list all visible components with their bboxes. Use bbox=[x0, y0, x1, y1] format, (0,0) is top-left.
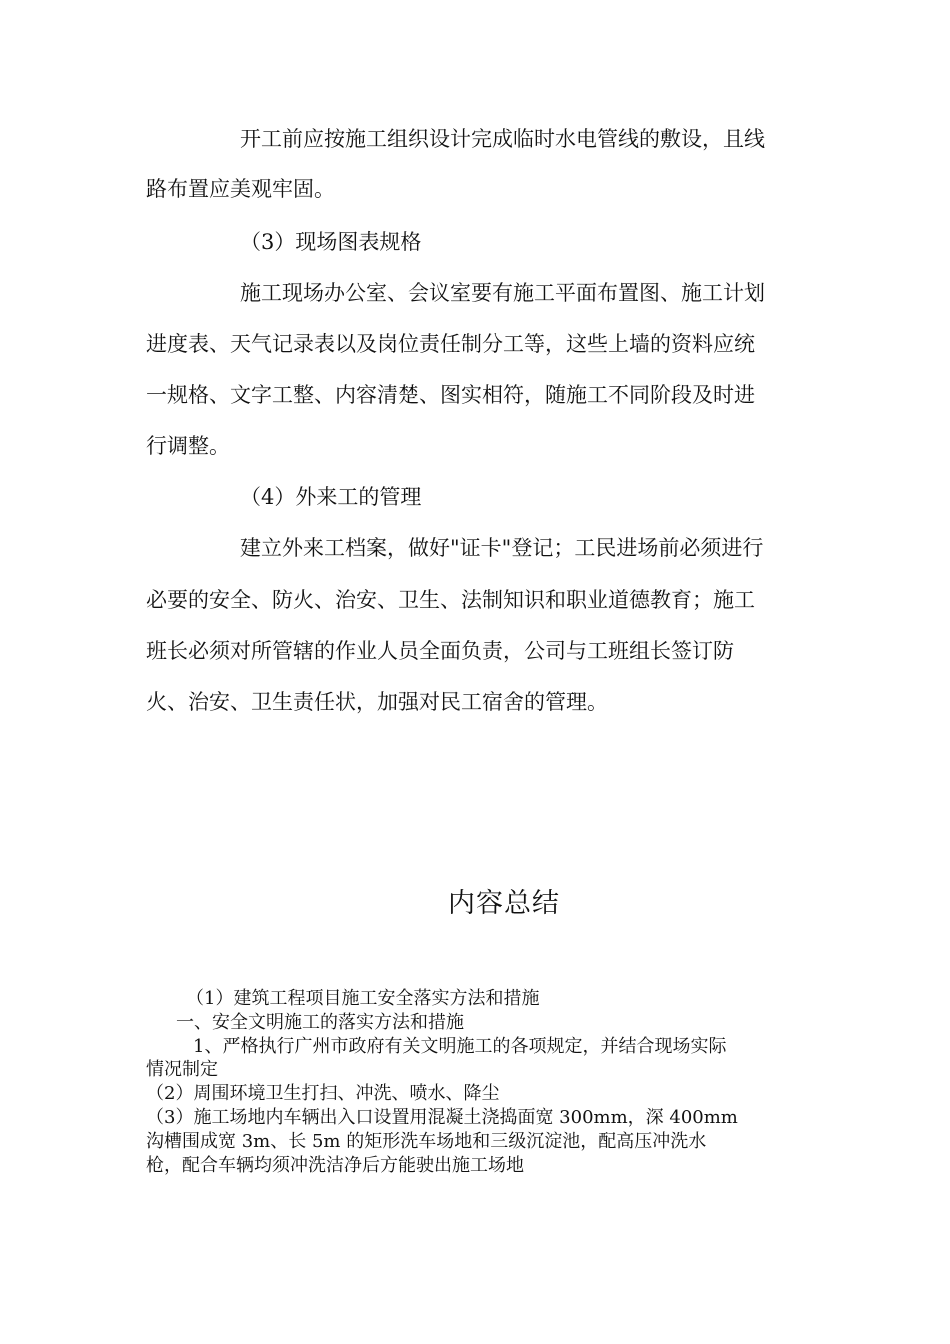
text-line: 建立外来工档案，做好"证卡"登记；工民进场前必须进行 bbox=[240, 536, 764, 560]
text-line: 行调整。 bbox=[146, 434, 230, 458]
summary-line: 枪，配合车辆均须冲洗洁净后方能驶出施工场地 bbox=[146, 1155, 524, 1176]
text-line: 火、治安、卫生责任状，加强对民工宿舍的管理。 bbox=[146, 690, 608, 714]
summary-line: （2）周围环境卫生打扫、冲洗、喷水、降尘 bbox=[146, 1083, 500, 1104]
text-line: 班长必须对所管辖的作业人员全面负责，公司与工班组长签订防 bbox=[146, 639, 734, 663]
summary-line: 1、严格执行广州市政府有关文明施工的各项规定，并结合现场实际 bbox=[193, 1036, 727, 1057]
text-line: 进度表、天气记录表以及岗位责任制分工等，这些上墙的资料应统 bbox=[146, 332, 755, 356]
summary-line: 一、安全文明施工的落实方法和措施 bbox=[176, 1012, 464, 1033]
summary-title: 内容总结 bbox=[448, 888, 560, 919]
text-line: 路布置应美观牢固。 bbox=[146, 177, 335, 201]
summary-line: 情况制定 bbox=[146, 1059, 218, 1080]
text-line: 开工前应按施工组织设计完成临时水电管线的敷设，且线 bbox=[240, 127, 765, 151]
summary-line: （3）施工场地内车辆出入口设置用混凝土浇捣面宽 300mm，深 400mm bbox=[146, 1107, 738, 1128]
section-heading-site-charts: （3）现场图表规格 bbox=[240, 230, 422, 254]
text-line: 一规格、文字工整、内容清楚、图实相符，随施工不同阶段及时进 bbox=[146, 383, 755, 407]
text-line: 必要的安全、防火、治安、卫生、法制知识和职业道德教育；施工 bbox=[146, 588, 755, 612]
text-line: 施工现场办公室、会议室要有施工平面布置图、施工计划 bbox=[240, 281, 765, 305]
section-heading-migrant-workers: （4）外来工的管理 bbox=[240, 485, 422, 509]
summary-line: 沟槽围成宽 3m、长 5m 的矩形洗车场地和三级沉淀池，配高压冲洗水 bbox=[146, 1131, 707, 1152]
summary-line: （1）建筑工程项目施工安全落实方法和措施 bbox=[186, 988, 540, 1009]
